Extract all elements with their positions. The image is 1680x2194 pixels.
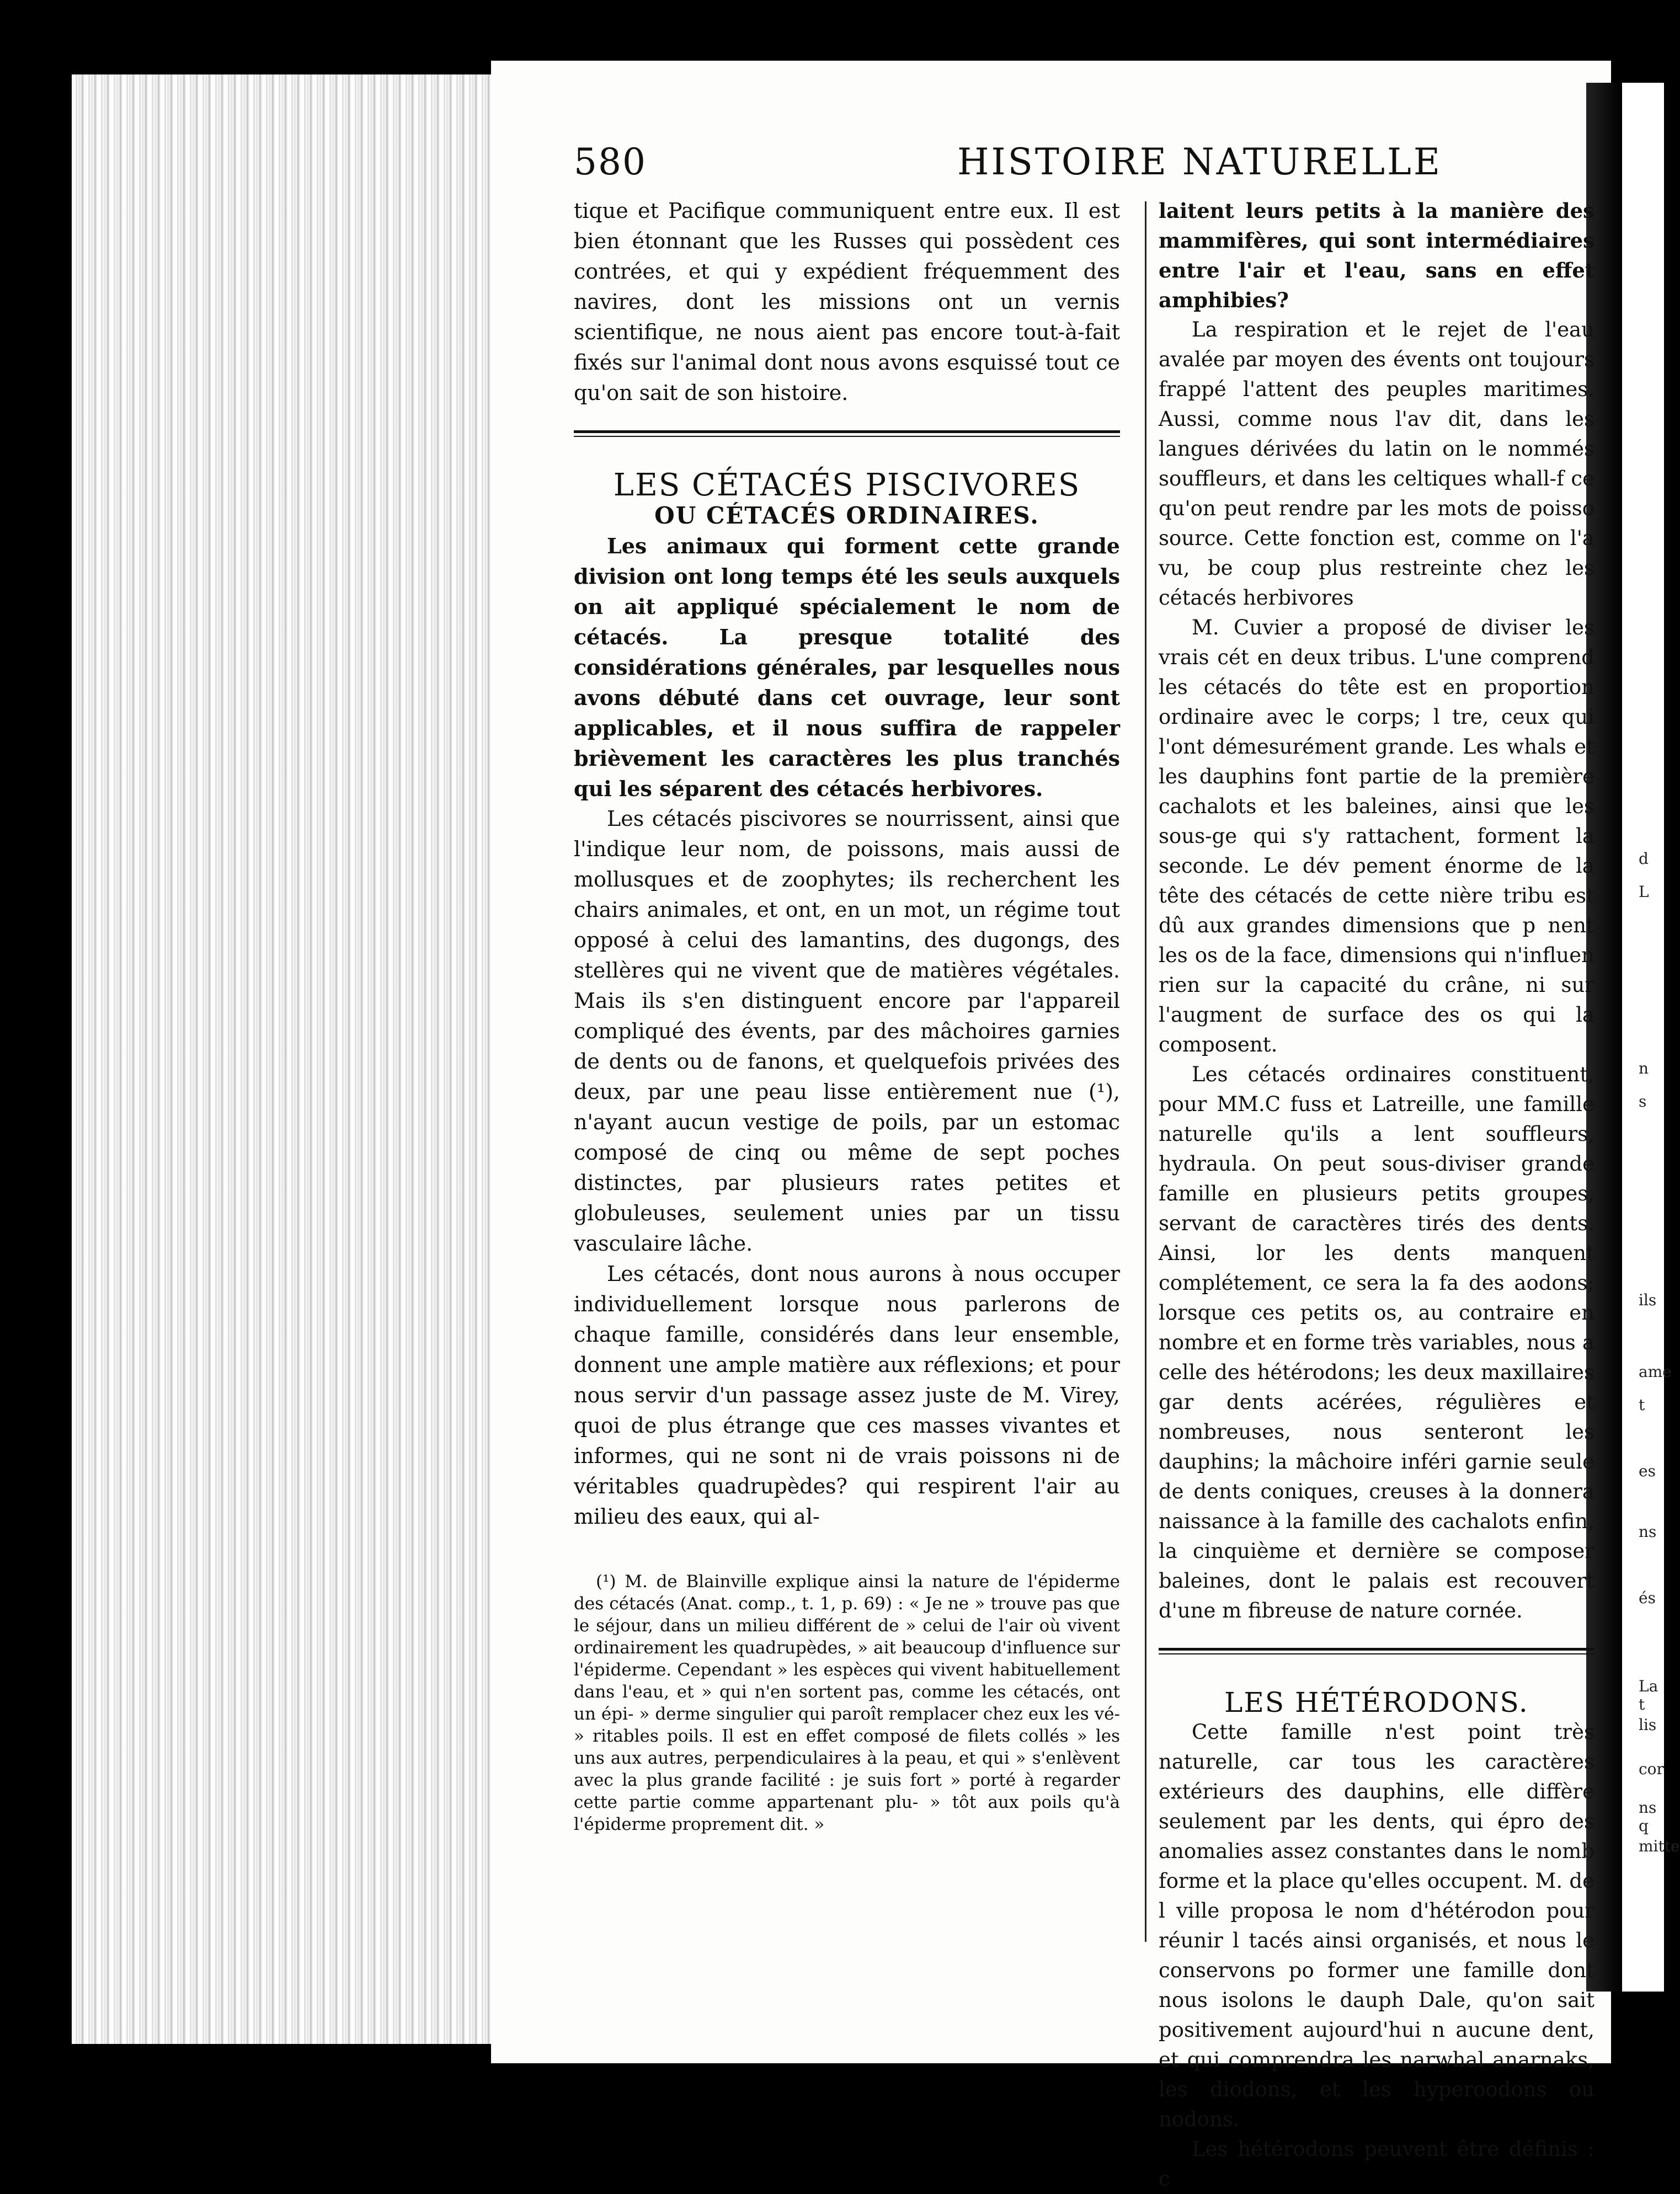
facing-page-fragment: lis [1639,1716,1657,1734]
facing-page-fragment: L [1639,883,1649,901]
facing-page-fragment: d [1639,850,1649,868]
body-paragraph: Les animaux qui forment cette grande division ont long temps été les seuls auxquels on ait appliqué spécialement le nom de cétacés. La presque totalité des considérations générales, par lesquelles nous avons débuté dans cet ouvrage, leur sont applicables, et il nous suffira de rappeler brièvement les caractères les plus tranchés qui les séparent des cétacés herbivores. [574,533,1120,801]
body-paragraph: Les hétérodons peuvent être définis : c [1159,2137,1594,2191]
footnote-text: (¹) M. de Blainville explique ainsi la nature de l'épiderme des cétacés (Anat. comp., t. 1, p. 69) : « Je ne » trouve pas que le séjour, dans un milieu différent de » celui de l'air où vivent ordinairement les quadrupèdes, » ait beaucoup d'influence sur l'épiderme. Cependant » les espèces qui vivent habituellement dans l'eau, et » qui n'en sortent pas, comme les cétacés, ont un épi- » derme singulier qui paroît remplacer chez eux les vé- » ritables poils. Il est en effet composé de filets collés » les uns aux autres, perpendiculaires à la peau, et qui » s'enlèvent avec la plus grande facilité : je suis fort » porté à regarder cette partie comme appartenant plu- » tôt aux poils qu'à l'épiderme proprement dit. » [574,1572,1120,1834]
facing-page-fragment: cor [1639,1760,1664,1778]
section-subtitle: OU CÉTACÉS ORDINAIRES. [654,502,1039,529]
facing-page-fragment: ns q [1639,1798,1657,1835]
section-title: LES CÉTACÉS PISCIVORES [613,467,1081,503]
facing-page-fragment: es [1639,1462,1656,1480]
body-paragraph: Les cétacés ordinaires constituent, pour MM.C fuss et Latreille, une famille naturelle qu'ils a lent souffleurs, hydraula. On peut sous-diviser grande famille en plusieurs petits groupes, servant de caractères tirés des dents. Ainsi, lor les dents manquent complétement, ce sera la fa des aodons; lorsque ces petits os, au contraire en nombre et en forme très variables, nous a celle des hétérodons; les deux maxillaires gar dents acérées, régulières et nombreuses, nous senteront les dauphins; la mâchoire inféri garnie seule de dents coniques, creuses à la donnera naissance à la famille des cachalots enfin, la cinquième et dernière se composer baleines, dont le palais est recouvert d'une m fibreuse de nature cornée. [1159,1063,1594,1622]
facing-page-fragment: ns [1639,1523,1657,1541]
facing-page-fragment: s [1639,1092,1647,1111]
facing-page-fragment: La t [1639,1677,1658,1713]
section-title: LES HÉTÉRODONS. [1224,1686,1529,1718]
book-page-edges [72,74,491,2044]
running-title: HISTOIRE NATURELLE [957,141,1443,183]
body-paragraph: Cette famille n'est point très naturelle, car tous les caractères extérieurs des dauphins, elle diffère seulement par les dents, qui épro des anomalies assez constantes dans le nomb forme et la place qu'elles occupent. M. de l ville proposa le nom d'hétérodon pour réunir l tacés ainsi organisés, et nous le conservons po former une famille dont nous isolons le dauph Dale, qu'on sait positivement aujourd'hui n aucune dent, et qui comprendra les narwhal anarnaks, les diodons, et les hyperoodons ou nodons. [1159,1720,1594,2131]
facing-page-fragment: ils [1639,1291,1657,1309]
page-number: 580 [574,141,647,183]
facing-page-fragment: t [1639,1396,1645,1414]
right-column [1159,196,1594,2194]
column-divider [1145,201,1146,1942]
section-rule [574,430,1120,437]
facing-page-fragment: n [1639,1059,1649,1077]
body-paragraph: Les cétacés piscivores se nourrissent, ainsi que l'indique leur nom, de poissons, mais aussi de mollusques et de zoophytes; ils recherchent les chairs animales, et ont, en un mot, un régime tout opposé à celui des lamantins, des dugongs, des stellères qui ne vivent que de matières végétales. Mais ils s'en distinguent encore par l'appareil compliqué des évents, par des mâchoires garnies de dents ou de fanons, et quelquefois privées des deux, par une peau lisse entièrement nue (¹), n'ayant aucun vestige de poils, par un estomac composé de cinq ou même de sept poches distinctes, par plusieurs rates petites et globuleuses, seulement unies par un tissu vasculaire lâche. [574,807,1120,1256]
body-paragraph: Les cétacés, dont nous aurons à nous occuper individuellement lorsque nous parlerons de chaque famille, considérés dans leur ensemble, donnent une ample matière aux réflexions; et pour nous servir d'un passage assez juste de M. Virey, quoi de plus étrange que ces masses vivantes et informes, qui ne sont ni de vrais poissons ni de véritables quadrupèdes? qui respirent l'air au milieu des eaux, qui al- [574,1262,1120,1529]
facing-page-fragment: és [1639,1589,1656,1607]
left-column [574,196,1120,1835]
facing-page-fragment: ame [1639,1363,1672,1381]
body-paragraph: La respiration et le rejet de l'eau avalée par moyen des évents ont toujours frappé l'attent des peuples maritimes. Aussi, comme nous l'av dit, dans les langues dérivées du latin on le nommés souffleurs, et dans les celtiques whall-f ce qu'on peut rendre par les mots de poisso source. Cette fonction est, comme on l'a vu, be coup plus restreinte chez les cétacés herbivores [1159,318,1594,610]
body-paragraph: laitent leurs petits à la manière des mammifères, qui sont intermédiaires entre l'air et l'eau, sans en effet amphibies? [1159,199,1594,312]
section-rule [1159,1648,1594,1654]
facing-page-fragment: mitte [1639,1837,1680,1855]
intro-paragraph: tique et Pacifique communiquent entre eux. Il est bien étonnant que les Russes qui possèdent ces contrées, et qui y expédient fréquemment des navires, dont les missions ont un vernis scientifique, ne nous aient pas encore tout-à-fait fixés sur l'animal dont nous avons esquissé tout ce qu'on sait de son histoire. [574,199,1120,405]
footnote [574,1571,1120,1835]
body-paragraph: M. Cuvier a proposé de diviser les vrais cét en deux tribus. L'une comprend les cétacés do tête est en proportion ordinaire avec le corps; l tre, ceux qui l'ont démesurément grande. Les whals et les dauphins font partie de la première cachalots et les baleines, ainsi que les sous-ge qui s'y rattachent, forment la seconde. Le dév pement énorme de la tête des cétacés de cette nière tribu est dû aux grandes dimensions que p nent les os de la face, dimensions qui n'influen rien sur la capacité du crâne, ni sur l'augment de surface des os qui la composent. [1159,616,1594,1056]
